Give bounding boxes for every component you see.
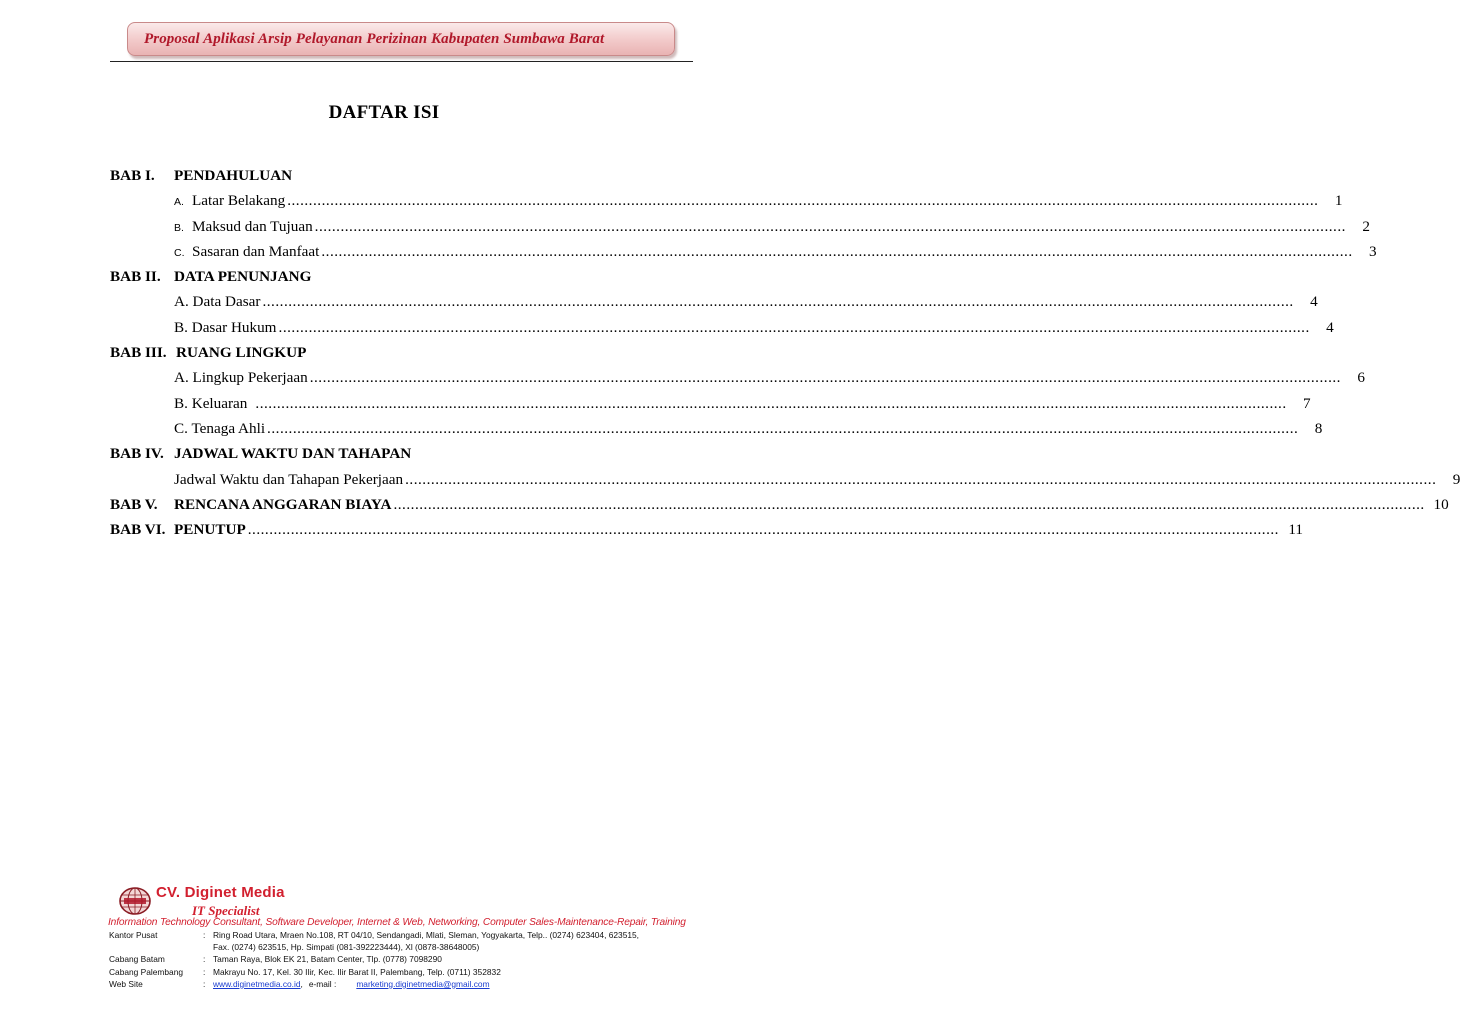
toc-entry-dasar-hukum[interactable] xyxy=(110,318,1334,344)
toc-chapter-3[interactable] xyxy=(110,344,694,369)
website-link[interactable]: www.diginetmedia.co.id xyxy=(213,978,301,989)
toc-chapter-1[interactable] xyxy=(110,167,694,192)
entry-label: A. Data Dasar xyxy=(174,293,261,311)
entry-label: Maksud dan Tujuan xyxy=(192,217,313,235)
entry-label: B. Keluaran xyxy=(174,394,248,412)
header-banner xyxy=(127,22,675,56)
header-banner-text: Proposal Aplikasi Arsip Pelayanan Perizinan Kabupaten Sumbawa Barat xyxy=(144,30,605,47)
toc-entry-latar-belakang[interactable] xyxy=(110,192,1343,217)
toc-entry-keluaran[interactable] xyxy=(110,394,1311,420)
dot-leader: ................................................................................................................................................................................................................................................ xyxy=(255,394,1287,412)
contact-colon: : xyxy=(203,966,206,977)
entry-page: 7 xyxy=(1303,394,1311,412)
globe-logo-icon xyxy=(118,886,152,916)
entry-page: 6 xyxy=(1357,369,1365,387)
dot-leader: ................................................................................................................................................................................................................................................ xyxy=(393,495,1425,513)
contact-row-website xyxy=(109,979,639,991)
contact-label: Kantor Pusat xyxy=(109,930,158,940)
dot-leader: ................................................................................................................................................................................................................................................ xyxy=(314,217,1346,235)
entry-label: Sasaran dan Manfaat xyxy=(192,242,320,260)
entry-page: 4 xyxy=(1326,318,1334,336)
contact-value: Fax. (0274) 623515, Hp. Simpati (081-392223444), Xl (0878-38648005) xyxy=(213,942,480,953)
header-rule xyxy=(110,61,693,62)
dot-leader: ................................................................................................................................................................................................................................................ xyxy=(267,419,1299,437)
entry-marker: C. xyxy=(174,246,185,259)
entry-page: 4 xyxy=(1310,293,1318,311)
chapter-title: PENDAHULUAN xyxy=(174,167,293,184)
chapter-title: JADWAL WAKTU DAN TAHAPAN xyxy=(174,445,412,463)
dot-leader: ................................................................................................................................................................................................................................................ xyxy=(262,293,1294,311)
contact-value: Makrayu No. 17, Kel. 30 Ilir, Kec. Ilir Barat II, Palembang, Telp. (0711) 352832 xyxy=(213,966,501,977)
chapter-page: 10 xyxy=(1433,495,1449,513)
chapter-number: BAB VI. xyxy=(110,521,166,539)
contact-value: Taman Raya, Blok EK 21, Batam Center, Tlp. (0778) 7098290 xyxy=(213,954,442,965)
contact-label: Cabang Batam xyxy=(109,954,165,965)
contact-colon: : xyxy=(203,930,206,940)
contact-row-kantor-pusat xyxy=(109,930,639,942)
toc-entry-jadwal-waktu[interactable] xyxy=(110,470,1460,496)
entry-page: 2 xyxy=(1362,217,1370,235)
contact-comma: , xyxy=(300,978,303,989)
contact-info xyxy=(109,930,639,991)
company-name: CV. Diginet Media xyxy=(156,884,285,901)
contact-row-cabang-palembang xyxy=(109,967,639,979)
entry-page: 9 xyxy=(1452,470,1460,488)
dot-leader: ................................................................................................................................................................................................................................................ xyxy=(321,242,1353,260)
toc-entry-maksud-dan-tujuan[interactable] xyxy=(110,217,1370,243)
entry-label: C. Tenaga Ahli xyxy=(174,419,266,437)
chapter-number: BAB III. xyxy=(110,344,167,362)
contact-row-kantor-pusat-cont xyxy=(109,942,639,954)
toc-entry-tenaga-ahli[interactable] xyxy=(110,419,1323,445)
chapter-title: DATA PENUNJANG xyxy=(174,268,312,286)
dot-leader: ................................................................................................................................................................................................................................................ xyxy=(405,470,1437,488)
entry-page: 1 xyxy=(1334,192,1343,210)
contact-row-cabang-batam xyxy=(109,954,639,966)
toc-entry-sasaran-dan-manfaat[interactable] xyxy=(110,242,1377,268)
entry-marker: B. xyxy=(174,221,184,234)
dot-leader: ................................................................................................................................................................................................................................................ xyxy=(247,521,1279,539)
chapter-title: PENUTUP xyxy=(174,521,246,539)
contact-label: Web Site xyxy=(109,978,143,989)
contact-colon: : xyxy=(203,954,206,965)
email-link[interactable]: marketing.diginetmedia@gmail.com xyxy=(356,978,490,989)
entry-label: Latar Belakang xyxy=(192,192,286,210)
toc-chapter-4[interactable] xyxy=(110,445,694,470)
chapter-title: RUANG LINGKUP xyxy=(176,344,307,362)
footer-logo-line xyxy=(108,882,708,918)
company-footer xyxy=(108,882,708,989)
entry-page: 3 xyxy=(1369,242,1377,260)
toc-chapter-2[interactable] xyxy=(110,268,694,293)
chapter-number: BAB V. xyxy=(110,495,158,513)
chapter-page: 11 xyxy=(1288,521,1303,539)
contact-value: Ring Road Utara, Mraen No.108, RT 04/10, Sendangadi, Mlati, Sleman, Yogyakarta, Telp.. (0274) 623404, 623515, xyxy=(213,930,640,940)
toc-chapter-6[interactable] xyxy=(110,521,1303,546)
chapter-number: BAB I. xyxy=(110,167,155,184)
toc-entry-data-dasar[interactable] xyxy=(110,293,1318,318)
email-label: e-mail : xyxy=(308,978,337,989)
entry-marker: A. xyxy=(174,196,184,209)
page-title: DAFTAR ISI xyxy=(328,102,440,123)
company-tagline: IT Specialist xyxy=(192,903,260,918)
contact-value xyxy=(213,979,490,989)
contact-label: Cabang Palembang xyxy=(109,966,184,977)
table-of-contents xyxy=(110,167,1460,546)
dot-leader: ................................................................................................................................................................................................................................................ xyxy=(309,369,1341,387)
entry-label: A. Lingkup Pekerjaan xyxy=(174,369,308,387)
entry-label: Jadwal Waktu dan Tahapan Pekerjaan xyxy=(174,470,404,488)
entry-page: 8 xyxy=(1314,419,1323,437)
chapter-number: BAB II. xyxy=(110,268,161,286)
services-line: Information Technology Consultant, Software Developer, Internet & Web, Networking, Computer Sales-Maintenance-Repair, Training xyxy=(108,917,686,928)
entry-label: B. Dasar Hukum xyxy=(174,318,277,336)
chapter-number: BAB IV. xyxy=(110,445,164,463)
dot-leader: ................................................................................................................................................................................................................................................ xyxy=(278,318,1310,336)
contact-colon: : xyxy=(203,978,206,989)
dot-leader: ................................................................................................................................................................................................................................................ xyxy=(287,192,1319,210)
chapter-title: RENCANA ANGGARAN BIAYA xyxy=(174,495,392,513)
toc-chapter-5[interactable] xyxy=(110,495,1449,521)
toc-entry-lingkup-pekerjaan[interactable] xyxy=(110,369,1365,394)
